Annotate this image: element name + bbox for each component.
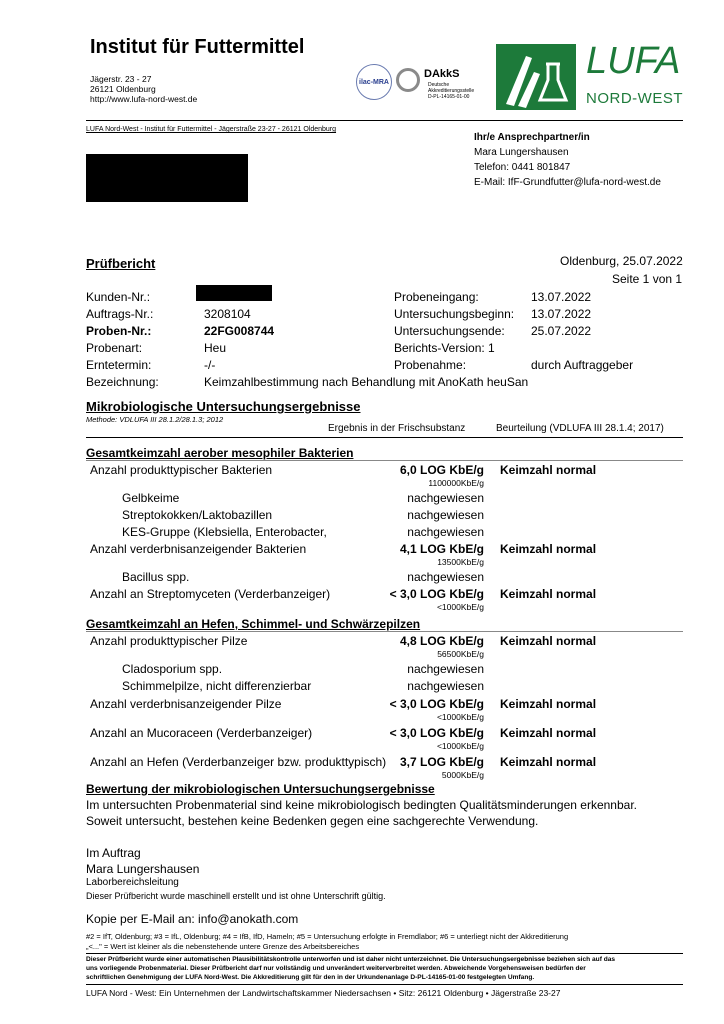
g1-row7-value: < 3,0 LOG KbE/g	[389, 587, 484, 601]
col-result-header: Ergebnis in der Frischsubstanz	[328, 423, 466, 434]
dakks-logo	[396, 66, 488, 106]
address-line-1: Jägerstr. 23 - 27	[90, 74, 152, 84]
evaluation-line-2: Soweit untersucht, bestehen keine Bedenken gegen eine sachgerechte Verwendung.	[86, 814, 539, 828]
g1-row5-sub: 13500KbE/g	[437, 557, 484, 567]
eingang-label: Probeneingang:	[394, 290, 479, 304]
g2-row1-label: Anzahl produkttypischer Pilze	[90, 634, 248, 648]
g2-row5-rating: Keimzahl normal	[500, 726, 597, 740]
ende-label: Untersuchungsende:	[394, 324, 505, 338]
signature-name: Mara Lungershausen	[86, 862, 200, 876]
ilac-logo-text: ilac-MRA	[359, 78, 389, 86]
g1-row7-rating: Keimzahl normal	[500, 587, 597, 601]
signature-im-auftrag: Im Auftrag	[86, 846, 141, 860]
g1-row1-value: 6,0 LOG KbE/g	[399, 463, 484, 477]
g2-row5-sub: <1000KbE/g	[436, 741, 484, 751]
ernte-value: -/-	[204, 358, 216, 372]
g1-row2-value: nachgewiesen	[407, 491, 484, 505]
auftrag-label: Auftrags-Nr.:	[86, 307, 154, 321]
g1-row3-label: Streptokokken/Laktobazillen	[122, 508, 273, 522]
dakks-logo-text: DAkkS	[424, 68, 460, 80]
g2-row4-sub: <1000KbE/g	[436, 712, 484, 722]
nahme-value: durch Auftraggeber	[531, 358, 634, 372]
ernte-label: Erntetermin:	[86, 358, 152, 372]
copy-email: Kopie per E-Mail an: info@anokath.com	[86, 912, 299, 926]
dakks-sub-1: Deutsche	[428, 82, 450, 88]
g1-row5-value: 4,1 LOG KbE/g	[399, 542, 484, 556]
contact-phone: Telefon: 0441 801847	[474, 162, 571, 173]
beginn-label: Untersuchungsbeginn:	[394, 307, 515, 321]
g1-row7-sub: <1000KbE/g	[436, 602, 484, 612]
ende-value: 25.07.2022	[531, 324, 592, 338]
g1-row4-label: KES-Gruppe (Klebsiella, Enterobacter,	[122, 525, 327, 539]
footnote-2: „<..." = Wert ist kleiner als die nebenstehende untere Grenze des Arbeitsbereiches	[86, 942, 360, 951]
disclaimer-divider-bottom	[86, 984, 683, 985]
g2-row2-label: Cladosporium spp.	[122, 662, 223, 676]
g1-row6-value: nachgewiesen	[407, 570, 484, 584]
bezeichnung-value: Keimzahlbestimmung nach Behandlung mit AnoKath heuSan	[204, 375, 529, 389]
group1-title: Gesamtkeimzahl aerober mesophiler Bakterien	[86, 446, 354, 460]
g2-row5-value: < 3,0 LOG KbE/g	[389, 726, 484, 740]
group1-divider	[86, 460, 683, 461]
g2-row6-sub: 5000KbE/g	[441, 770, 484, 780]
report-page: Seite 1 von 1	[612, 272, 683, 286]
g2-row6-label: Anzahl an Hefen (Verderbanzeiger bzw. produkttypisch)	[90, 755, 387, 769]
g2-row4-label: Anzahl verderbnisanzeigender Pilze	[90, 697, 282, 711]
nahme-label: Probenahme:	[394, 358, 467, 372]
probenart-value: Heu	[204, 341, 227, 355]
g1-row3-value: nachgewiesen	[407, 508, 484, 522]
contact-email[interactable]: E-Mail: IfF-Grundfutter@lufa-nord-west.de	[474, 177, 661, 188]
lufa-emblem-icon	[496, 44, 576, 110]
g1-row6-label: Bacillus spp.	[122, 570, 190, 584]
g1-row1-label: Anzahl produkttypischer Bakterien	[90, 463, 273, 477]
signature-note: Dieser Prüfbericht wurde maschinell erstellt und ist ohne Unterschrift gültig.	[86, 891, 386, 901]
g2-row1-rating: Keimzahl normal	[500, 634, 597, 648]
g1-row1-sub: 1100000KbE/g	[428, 478, 484, 488]
evaluation-line-1: Im untersuchten Probenmaterial sind keine mikrobiologisch bedingten Qualitätsminderungen erkennbar.	[86, 798, 637, 812]
bezeichnung-label: Bezeichnung:	[86, 375, 159, 389]
g1-row2-label: Gelbkeime	[122, 491, 180, 505]
dakks-sub-2: Akkreditierungsstelle	[428, 88, 475, 94]
proben-label: Proben-Nr.:	[86, 324, 152, 338]
col-rating-header: Beurteilung (VDLUFA III 28.1.4; 2017)	[496, 423, 664, 434]
version-label: Berichts-Version: 1	[394, 341, 495, 355]
website-link[interactable]: http://www.lufa-nord-west.de	[90, 94, 198, 104]
eingang-value: 13.07.2022	[531, 290, 592, 304]
g2-row6-rating: Keimzahl normal	[500, 755, 597, 769]
g2-row5-label: Anzahl an Mucoraceen (Verderbanzeiger)	[90, 726, 313, 740]
signature-role: Laborbereichsleitung	[86, 877, 179, 888]
redacted-kunden	[196, 285, 272, 301]
section-divider	[86, 437, 683, 438]
section-title: Mikrobiologische Untersuchungsergebnisse	[86, 399, 361, 414]
section-method: Methode: VDLUFA III 28.1.2/28.1.3; 2012	[86, 415, 224, 424]
group2-title: Gesamtkeimzahl an Hefen, Schimmel- und Schwärzepilzen	[86, 617, 421, 631]
g2-row4-value: < 3,0 LOG KbE/g	[389, 697, 484, 711]
g1-row7-label: Anzahl an Streptomyceten (Verderbanzeiger)	[90, 587, 331, 601]
disclaimer-line-1: Dieser Prüfbericht wurde einer automatischen Plausibilitätskontrolle unterworfen und ist daher nicht unterzeichnet. Die Untersuchungsergebnisse beziehen sich auf das	[86, 956, 616, 963]
g2-row3-value: nachgewiesen	[407, 679, 484, 693]
g2-row1-sub: 56500KbE/g	[437, 649, 484, 659]
dakks-sub-3: D-PL-14165-01-00	[428, 94, 470, 100]
auftrag-value: 3208104	[204, 307, 251, 321]
contact-heading: Ihr/e Ansprechpartner/in	[474, 132, 590, 143]
sender-line: LUFA Nord-West - Institut für Futtermittel - Jägerstraße 23-27 - 26121 Oldenburg	[86, 126, 337, 133]
g1-row5-rating: Keimzahl normal	[500, 542, 597, 556]
beginn-value: 13.07.2022	[531, 307, 592, 321]
disclaimer-line-2: uns vorliegende Probenmaterial. Dieser Prüfbericht darf nur vollständig und unverändert weiterverbreitet werden. Abweichende Vorgehensweisen bedürfen der	[86, 965, 586, 972]
institute-title: Institut für Futtermittel	[90, 36, 305, 58]
g2-row3-label: Schimmelpilze, nicht differenzierbar	[122, 679, 312, 693]
kunden-label: Kunden-Nr.:	[86, 290, 151, 304]
report-place-date: Oldenburg, 25.07.2022	[560, 254, 683, 268]
redacted-address	[86, 154, 248, 202]
address-line-2: 26121 Oldenburg	[90, 84, 156, 94]
contact-name: Mara Lungershausen	[474, 147, 569, 158]
header-divider	[86, 120, 683, 121]
ilac-logo	[356, 64, 392, 100]
dakks-emblem-icon	[396, 68, 420, 92]
g1-row1-rating: Keimzahl normal	[500, 463, 597, 477]
lufa-logo-text: LUFA	[586, 40, 681, 82]
disclaimer-divider-top	[86, 953, 683, 954]
g2-row1-value: 4,8 LOG KbE/g	[399, 634, 484, 648]
proben-value: 22FG008744	[204, 324, 275, 338]
footnote-1: #2 = IfT, Oldenburg; #3 = IfL, Oldenburg; #4 = IfB, IfD, Hameln; #5 = Untersuchung erfolgte in Fremdlabor; #6 = unterliegt nicht der Akkreditierung	[86, 932, 569, 941]
g1-row4-value: nachgewiesen	[407, 525, 484, 539]
group2-divider	[86, 631, 683, 632]
report-title: Prüfbericht	[86, 256, 156, 271]
disclaimer-line-3: schriftlichen Genehmigung der LUFA Nord-West. Die Akkreditierung gilt für den in der Urkundenanlage D-PL-14165-01-00 festgelegten Umfang.	[86, 974, 535, 981]
g2-row4-rating: Keimzahl normal	[500, 697, 597, 711]
g1-row5-label: Anzahl verderbnisanzeigender Bakterien	[90, 542, 307, 556]
footer-text: LUFA Nord - West: Ein Unternehmen der Landwirtschaftskammer Niedersachsen • Sitz: 26121 Oldenburg • Jägerstraße 23-27	[86, 988, 561, 998]
probenart-label: Probenart:	[86, 341, 143, 355]
g2-row2-value: nachgewiesen	[407, 662, 484, 676]
evaluation-title: Bewertung der mikrobiologischen Untersuchungsergebnisse	[86, 782, 435, 796]
lufa-logo-sub: NORD-WEST	[586, 90, 683, 107]
g2-row6-value: 3,7 LOG KbE/g	[399, 755, 484, 769]
